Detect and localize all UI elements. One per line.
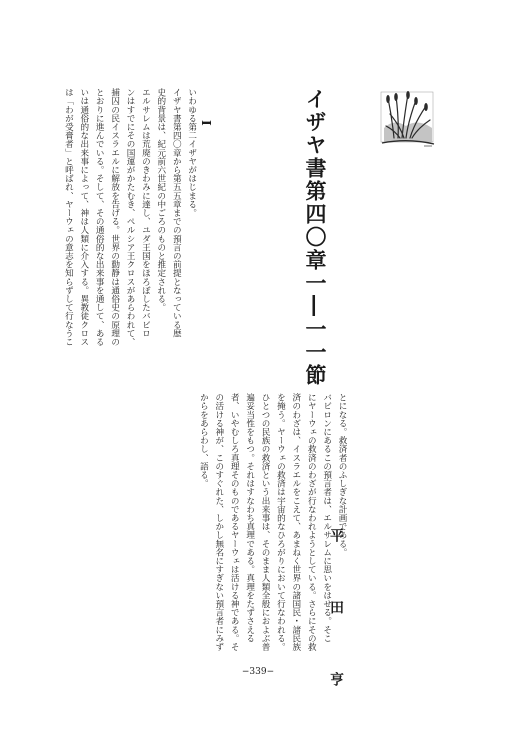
page-number: −339− (241, 667, 275, 677)
text-line: 史的背景は、紀元前六世紀の中ごろのものと推定される。 (155, 88, 166, 312)
text-line: いわゆる第二イザヤがはじまる。 (186, 88, 197, 217)
text-line: とになる。救済者のふしぎな計画である。 (337, 393, 348, 557)
section-marker: I (199, 120, 213, 126)
author-name: 平 田 亨 (328, 528, 344, 708)
text-line: は「わが受膏者」と呼ばれ、ヤーウェの意志を知らずして行なうこ (63, 88, 74, 346)
grass-illustration (380, 88, 438, 150)
text-line: を掩う。ヤーウェの救済は宇宙的なひろがりにおいて行なわれる。 (275, 393, 286, 651)
text-line: 遍妥当性をもつ。それはすなわち真理である。真理をたずさえる (244, 393, 255, 643)
text-line: ンはすでにその国運がかたむき、ペルシア王クロスがあらわれて、 (125, 88, 136, 346)
text-line: 済のわざは、イスラエルをこえて、あまねく世界の諸国民・諸民族 (290, 393, 301, 651)
body-text-upper (60, 88, 199, 346)
text-line: 者、いやむしろ真理そのものであるヤーウェは活ける神である。そ (229, 393, 240, 651)
text-line: にヤーウェの救済のわざが行なわれようとしている。さらにその救 (306, 393, 317, 651)
body-text-lower (195, 393, 349, 651)
text-line: の活ける神が、このすぐれた、しかし無名にすぎない預言者にみず (213, 393, 224, 651)
text-line: エルサレムは荒廃のきわみに達し、ユダ王国をほろぼしたバビロ (140, 88, 151, 338)
article-title: イザヤ書第四〇章一―一一節 (303, 88, 328, 387)
text-line: からをあらわし、語る。 (198, 393, 209, 488)
text-line: とおりに進んでいる。そして、その通俗的な出来事を通して、ある (94, 88, 105, 346)
text-line: 捕囚の民イスラエルに解放を告げる。世界の動静は通俗史の原理の (109, 88, 120, 346)
text-line: ひとつの民族の救済という出来事は、そのまま人類全般におよぶ普 (260, 393, 271, 651)
text-line: いは通俗的な出来事によって、神は人類に介入する。異教徒クロス (78, 88, 89, 346)
text-line: イザヤ書第四〇章から第五五章までの預言の前提となっている歴 (171, 88, 182, 338)
text-line: バビロンにあるこの預言者は、エルサレムに思いをはせる。そこ (321, 393, 332, 643)
